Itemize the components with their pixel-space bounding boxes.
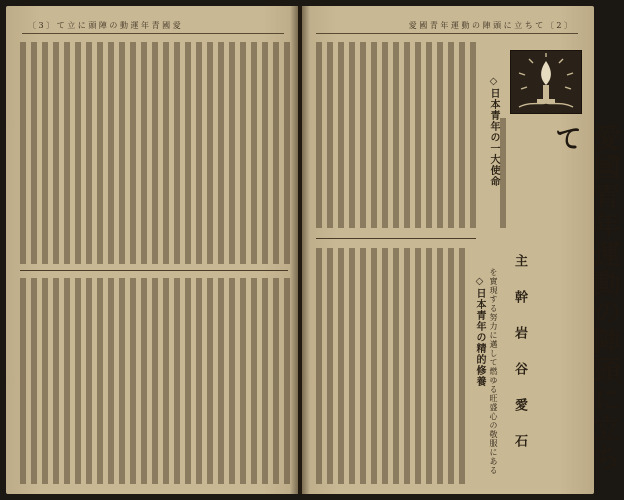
left-running-head: 〔 3 〕 て 立 に 頭 陣 の 動 運 年 青 國 愛: [28, 21, 181, 30]
torch-woodcut: [510, 50, 582, 114]
right-running-head: 愛 國 青 年 運 動 の 陣 頭 に 立 ち て 〔 2 〕: [408, 21, 572, 30]
right-page: [302, 6, 620, 494]
article-author: 主 幹 岩 谷 愛 石: [512, 254, 527, 451]
article-title: 愛國青年運動の陣頭に立ちて: [550, 124, 620, 472]
right-mid-rule: [316, 238, 476, 239]
section-1-heading: ◇日本青年の一大使命: [488, 76, 499, 187]
article-subtitle: を實現する努力に邁して燃ゆる旺盛心の敬服にある: [489, 268, 498, 475]
right-head-rule: [316, 33, 578, 34]
section-2-heading: ◇日本青年の精的修養: [474, 276, 485, 387]
left-lower-text-block: [20, 278, 290, 484]
left-upper-text-block: [20, 42, 290, 264]
left-page: [6, 6, 298, 494]
left-mid-rule: [20, 270, 288, 271]
left-head-rule: [22, 33, 284, 34]
right-lower-text-block: [316, 248, 466, 484]
book-gutter: [290, 6, 310, 494]
torch-icon: [511, 51, 581, 113]
right-upper-text-block: [316, 42, 480, 228]
right-upper-text-block-2: [500, 118, 508, 228]
